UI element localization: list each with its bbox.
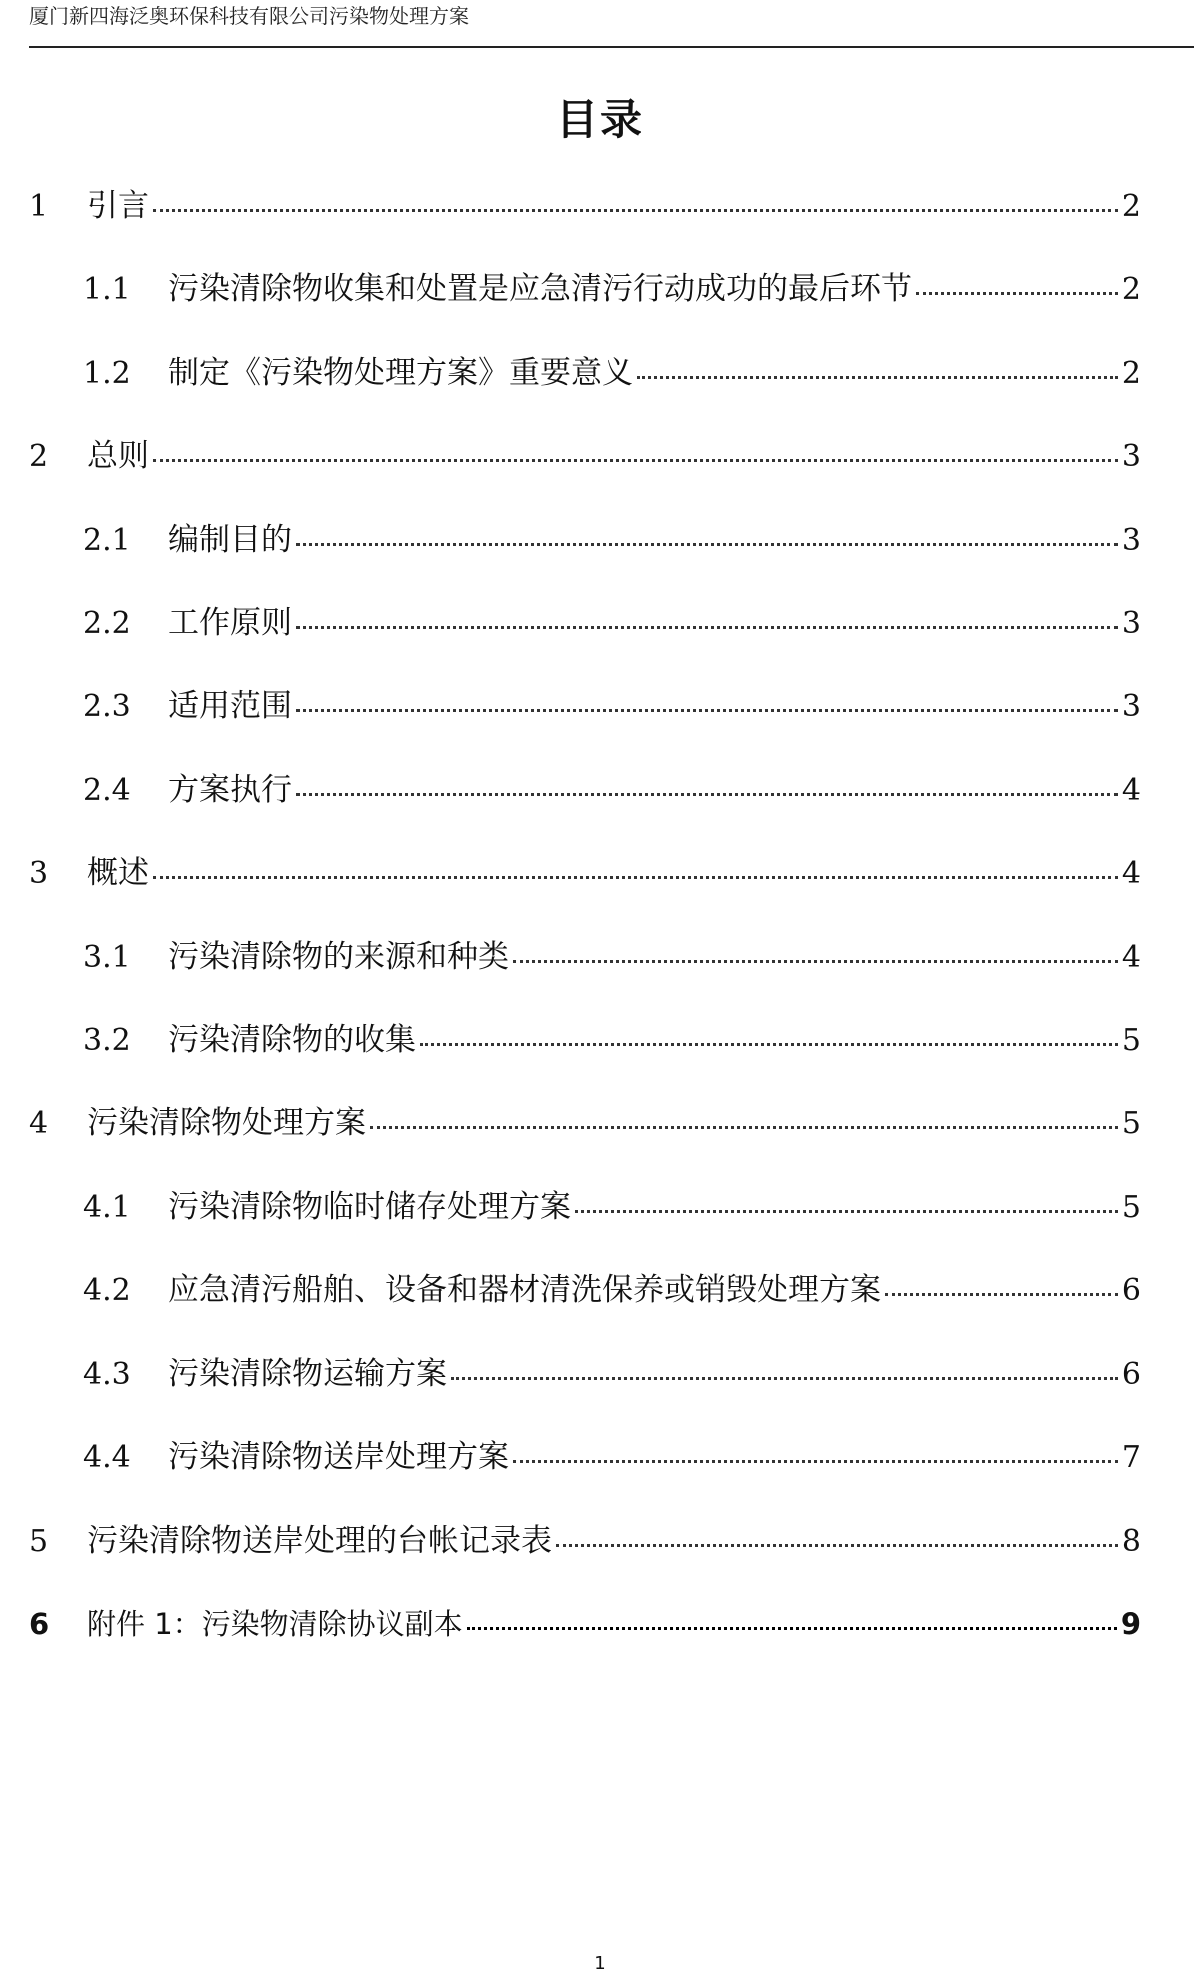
toc-entry-number: 4.4 — [83, 1440, 131, 1475]
toc-entry-1-2[interactable] — [83, 351, 1141, 395]
toc-entry-number: 2.3 — [83, 689, 131, 724]
toc-entry-number: 4.2 — [83, 1273, 131, 1308]
toc-entry-number: 5 — [29, 1524, 49, 1559]
toc-entry-page: 5 — [1121, 1190, 1141, 1225]
toc-entry-label: 污染清除物处理方案 — [87, 1105, 366, 1141]
page-number: 1 — [594, 1953, 606, 1974]
toc-entry-number: 1.2 — [83, 356, 131, 391]
dot-leader — [153, 876, 1118, 879]
toc-entry-3-1[interactable] — [83, 935, 1141, 979]
toc-entry-label: 附件 1：污染物清除协议副本 — [87, 1607, 463, 1641]
toc-entry-label: 污染清除物的来源和种类 — [168, 939, 509, 975]
toc-entry-label: 污染清除物运输方案 — [168, 1356, 447, 1392]
toc-entry-page: 8 — [1121, 1524, 1141, 1559]
toc-entry-page: 5 — [1121, 1023, 1141, 1058]
document-header: 厦门新四海泛奥环保科技有限公司污染物处理方案 — [29, 4, 469, 28]
dot-leader — [296, 626, 1118, 629]
toc-entry-number: 4 — [29, 1106, 49, 1141]
toc-entry-label: 适用范围 — [168, 688, 292, 724]
toc-entry-label: 污染清除物临时储存处理方案 — [168, 1189, 571, 1225]
toc-entry-page: 4 — [1121, 856, 1141, 891]
toc-entry-label: 污染清除物送岸处理方案 — [168, 1439, 509, 1475]
toc-entry-5[interactable] — [29, 1519, 1141, 1563]
dot-leader — [451, 1377, 1118, 1380]
toc-entry-page: 5 — [1121, 1106, 1141, 1141]
toc-entry-1[interactable] — [29, 184, 1141, 228]
dot-leader — [575, 1210, 1118, 1213]
toc-entry-4-3[interactable] — [83, 1352, 1141, 1396]
toc-entry-label: 方案执行 — [168, 772, 292, 808]
toc-entry-4[interactable] — [29, 1101, 1141, 1145]
toc-entry-page: 3 — [1121, 439, 1141, 474]
dot-leader — [420, 1043, 1118, 1046]
toc-entry-page: 3 — [1121, 523, 1141, 558]
toc-entry-page: 3 — [1121, 606, 1141, 641]
toc-entry-page: 4 — [1121, 773, 1141, 808]
toc-entry-4-1[interactable] — [83, 1185, 1141, 1229]
toc-entry-page: 4 — [1121, 940, 1141, 975]
dot-leader — [153, 209, 1118, 212]
toc-entry-number: 2.4 — [83, 773, 131, 808]
dot-leader — [296, 709, 1118, 712]
toc-entry-number: 4.3 — [83, 1357, 131, 1392]
toc-entry-page: 3 — [1121, 689, 1141, 724]
page-title: 目录 — [555, 95, 644, 144]
toc-entry-3-2[interactable] — [83, 1018, 1141, 1062]
toc-entry-label: 概述 — [87, 855, 149, 891]
toc-entry-label: 污染清除物送岸处理的台帐记录表 — [87, 1523, 552, 1559]
toc-entry-number: 2.2 — [83, 606, 131, 641]
dot-leader — [153, 459, 1118, 462]
toc-entry-label: 制定《污染物处理方案》重要意义 — [168, 355, 633, 391]
dot-leader — [556, 1544, 1118, 1547]
dot-leader — [885, 1293, 1118, 1296]
dot-leader — [637, 376, 1118, 379]
dot-leader — [513, 1460, 1118, 1463]
toc-entry-label: 工作原则 — [168, 605, 292, 641]
toc-entry-number: 2 — [29, 439, 49, 474]
toc-entry-number: 3 — [29, 856, 49, 891]
toc-entry-2-4[interactable] — [83, 768, 1141, 812]
toc-entry-number: 1 — [29, 189, 49, 224]
dot-leader — [513, 960, 1118, 963]
toc-entry-label: 引言 — [87, 188, 149, 224]
toc-entry-page: 7 — [1121, 1440, 1141, 1475]
dot-leader — [296, 793, 1118, 796]
dot-leader — [467, 1627, 1117, 1630]
toc-entry-number: 1.1 — [83, 272, 131, 307]
toc-entry-page: 6 — [1121, 1273, 1141, 1308]
dot-leader — [296, 543, 1118, 546]
toc-entry-label: 应急清污船舶、设备和器材清洗保养或销毁处理方案 — [168, 1272, 881, 1308]
toc-entry-4-2[interactable] — [83, 1268, 1141, 1312]
toc-entry-number: 4.1 — [83, 1190, 131, 1225]
toc-entry-2[interactable] — [29, 434, 1141, 478]
toc-entry-number: 3.2 — [83, 1023, 131, 1058]
toc-entry-label: 总则 — [87, 438, 149, 474]
toc-entry-page: 9 — [1120, 1607, 1141, 1641]
toc-entry-number: 6 — [29, 1607, 50, 1641]
toc-entry-1-1[interactable] — [83, 267, 1141, 311]
toc-entry-6[interactable] — [29, 1602, 1141, 1646]
toc-entry-page: 2 — [1121, 189, 1141, 224]
toc-entry-page: 2 — [1121, 272, 1141, 307]
toc-entry-4-4[interactable] — [83, 1435, 1141, 1479]
toc-entry-label: 污染清除物的收集 — [168, 1022, 416, 1058]
toc-entry-2-2[interactable] — [83, 601, 1141, 645]
toc-entry-page: 6 — [1121, 1357, 1141, 1392]
toc-entry-2-3[interactable] — [83, 684, 1141, 728]
toc-entry-number: 3.1 — [83, 940, 131, 975]
toc-entry-label: 编制目的 — [168, 522, 292, 558]
toc-entry-number: 2.1 — [83, 523, 131, 558]
toc-entry-page: 2 — [1121, 356, 1141, 391]
toc-entry-3[interactable] — [29, 851, 1141, 895]
dot-leader — [370, 1126, 1118, 1129]
toc-entry-2-1[interactable] — [83, 518, 1141, 562]
dot-leader — [916, 292, 1118, 295]
toc-entry-label: 污染清除物收集和处置是应急清污行动成功的最后环节 — [168, 271, 912, 307]
